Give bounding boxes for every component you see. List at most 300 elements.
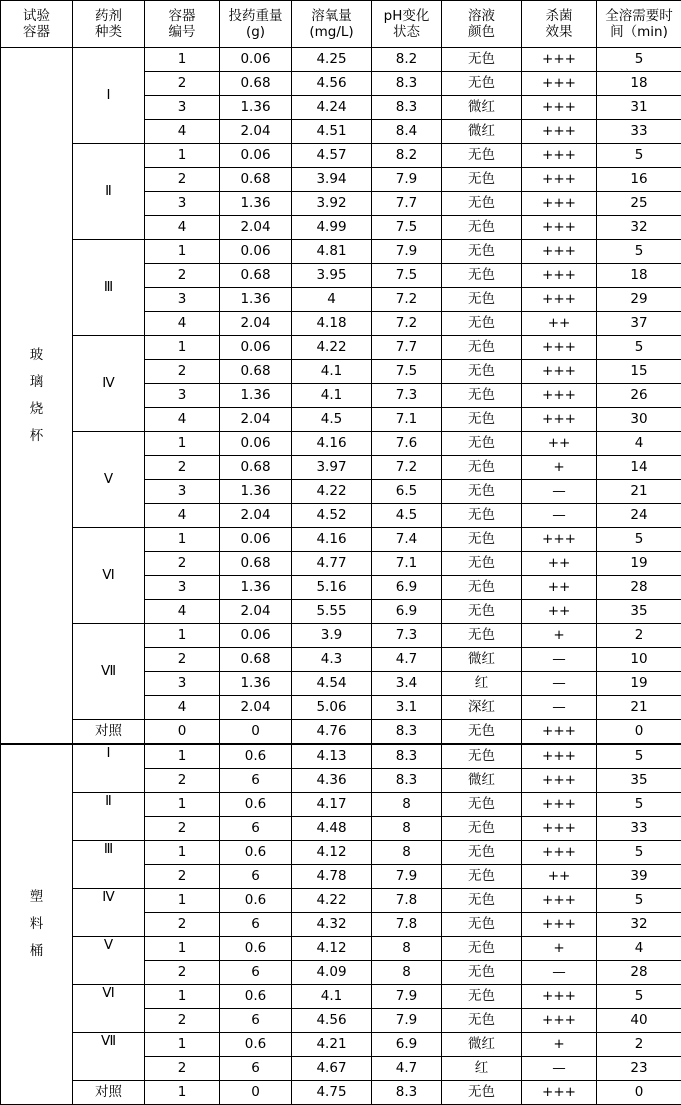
ph-cell: 7.8: [372, 913, 442, 937]
ph-cell: 7.9: [372, 240, 442, 264]
color-cell: 无色: [442, 720, 522, 745]
dissolve-time-cell: 5: [597, 985, 681, 1009]
header-full-dissolve-time: 全溶需要时 间（min): [597, 1, 681, 48]
container-no-cell: 1: [145, 841, 220, 865]
color-cell: 无色: [442, 528, 522, 552]
container-no-cell: 3: [145, 192, 220, 216]
color-cell: 红: [442, 672, 522, 696]
container-no-cell: 2: [145, 72, 220, 96]
container-no-cell: 2: [145, 817, 220, 841]
effect-cell: +++: [522, 72, 597, 96]
dissolved-oxygen-cell: 5.55: [292, 600, 372, 624]
dissolve-time-cell: 0: [597, 1081, 681, 1105]
dissolve-time-cell: 5: [597, 528, 681, 552]
color-cell: 微红: [442, 120, 522, 144]
ph-cell: 7.3: [372, 624, 442, 648]
color-cell: 无色: [442, 841, 522, 865]
ph-cell: 8.4: [372, 120, 442, 144]
color-cell: 无色: [442, 264, 522, 288]
table-row: [1, 1033, 681, 1057]
ph-cell: 8: [372, 841, 442, 865]
container-no-cell: 2: [145, 769, 220, 793]
color-cell: 无色: [442, 913, 522, 937]
effect-cell: ++: [522, 600, 597, 624]
effect-cell: +++: [522, 841, 597, 865]
ph-cell: 8: [372, 817, 442, 841]
ph-cell: 8: [372, 961, 442, 985]
dissolved-oxygen-cell: 4.76: [292, 720, 372, 745]
effect-cell: —: [522, 648, 597, 672]
agent-type-cell: Ⅰ: [73, 48, 145, 144]
ph-cell: 4.5: [372, 504, 442, 528]
dose-weight-cell: 0.6: [220, 889, 292, 913]
container-no-cell: 1: [145, 793, 220, 817]
table-row: [1, 1081, 681, 1105]
color-cell: 无色: [442, 312, 522, 336]
ph-cell: 4.7: [372, 1057, 442, 1081]
dose-weight-cell: 0.6: [220, 841, 292, 865]
header-container: 试验 容器: [1, 1, 73, 48]
dissolve-time-cell: 2: [597, 624, 681, 648]
ph-cell: 8.3: [372, 744, 442, 769]
agent-type-cell: Ⅵ: [73, 528, 145, 624]
color-cell: 无色: [442, 48, 522, 72]
dose-weight-cell: 0.6: [220, 985, 292, 1009]
effect-cell: —: [522, 480, 597, 504]
table-row: [1, 336, 681, 360]
table-row: [1, 937, 681, 961]
dissolve-time-cell: 14: [597, 456, 681, 480]
ph-cell: 8: [372, 937, 442, 961]
container-no-cell: 3: [145, 672, 220, 696]
color-cell: 无色: [442, 1081, 522, 1105]
container-no-cell: 4: [145, 312, 220, 336]
ph-cell: 7.8: [372, 889, 442, 913]
dose-weight-cell: 6: [220, 769, 292, 793]
agent-type-cell: Ⅱ: [73, 793, 145, 841]
agent-type-cell: Ⅰ: [73, 744, 145, 793]
container-no-cell: 2: [145, 913, 220, 937]
container-no-cell: 4: [145, 408, 220, 432]
container-no-cell: 4: [145, 600, 220, 624]
agent-type-cell: Ⅲ: [73, 841, 145, 889]
table-row: [1, 624, 681, 648]
dissolved-oxygen-cell: 5.06: [292, 696, 372, 720]
ph-cell: 7.5: [372, 216, 442, 240]
dissolved-oxygen-cell: 4: [292, 288, 372, 312]
dissolve-time-cell: 33: [597, 120, 681, 144]
effect-cell: —: [522, 1057, 597, 1081]
header-dissolved-oxygen: 溶氧量 (mg/L): [292, 1, 372, 48]
dissolve-time-cell: 19: [597, 552, 681, 576]
effect-cell: +++: [522, 120, 597, 144]
color-cell: 无色: [442, 817, 522, 841]
dose-weight-cell: 1.36: [220, 480, 292, 504]
color-cell: 无色: [442, 384, 522, 408]
dissolved-oxygen-cell: 4.22: [292, 889, 372, 913]
color-cell: 无色: [442, 985, 522, 1009]
container-no-cell: 2: [145, 865, 220, 889]
dose-weight-cell: 0.68: [220, 648, 292, 672]
container-no-cell: 1: [145, 432, 220, 456]
ph-cell: 7.5: [372, 360, 442, 384]
ph-cell: 8: [372, 793, 442, 817]
dose-weight-cell: 0.6: [220, 937, 292, 961]
dissolve-time-cell: 21: [597, 480, 681, 504]
effect-cell: +++: [522, 240, 597, 264]
table-header: [1, 1, 681, 48]
effect-cell: +++: [522, 360, 597, 384]
dose-weight-cell: 0.68: [220, 360, 292, 384]
color-cell: 无色: [442, 168, 522, 192]
dissolve-time-cell: 5: [597, 889, 681, 913]
agent-type-cell: Ⅳ: [73, 336, 145, 432]
dose-weight-cell: 0: [220, 1081, 292, 1105]
dissolve-time-cell: 5: [597, 144, 681, 168]
ph-cell: 7.6: [372, 432, 442, 456]
dose-weight-cell: 0.06: [220, 48, 292, 72]
dose-weight-cell: 2.04: [220, 216, 292, 240]
dissolve-time-cell: 15: [597, 360, 681, 384]
container-no-cell: 4: [145, 696, 220, 720]
dose-weight-cell: 6: [220, 913, 292, 937]
dissolved-oxygen-cell: 4.16: [292, 432, 372, 456]
dissolved-oxygen-cell: 4.3: [292, 648, 372, 672]
color-cell: 无色: [442, 240, 522, 264]
dissolve-time-cell: 0: [597, 720, 681, 745]
container-no-cell: 1: [145, 1033, 220, 1057]
dissolved-oxygen-cell: 4.36: [292, 769, 372, 793]
color-cell: 微红: [442, 96, 522, 120]
dissolve-time-cell: 32: [597, 216, 681, 240]
effect-cell: +++: [522, 913, 597, 937]
dissolved-oxygen-cell: 4.78: [292, 865, 372, 889]
effect-cell: +: [522, 1033, 597, 1057]
header-agent: 药剂 种类: [73, 1, 145, 48]
effect-cell: +++: [522, 168, 597, 192]
container-no-cell: 2: [145, 360, 220, 384]
dose-weight-cell: 6: [220, 961, 292, 985]
dose-weight-cell: 0.06: [220, 240, 292, 264]
dose-weight-cell: 2.04: [220, 408, 292, 432]
effect-cell: +++: [522, 528, 597, 552]
effect-cell: +++: [522, 793, 597, 817]
dose-weight-cell: 1.36: [220, 384, 292, 408]
color-cell: 无色: [442, 192, 522, 216]
dissolved-oxygen-cell: 4.67: [292, 1057, 372, 1081]
dose-weight-cell: 6: [220, 1057, 292, 1081]
dose-weight-cell: 0.6: [220, 793, 292, 817]
effect-cell: +++: [522, 720, 597, 745]
ph-cell: 7.9: [372, 865, 442, 889]
container-no-cell: 1: [145, 744, 220, 769]
color-cell: 无色: [442, 432, 522, 456]
table-row: [1, 720, 681, 745]
color-cell: 无色: [442, 793, 522, 817]
dissolved-oxygen-cell: 4.12: [292, 937, 372, 961]
container-type-cell: 玻 璃 烧 杯: [1, 48, 73, 745]
container-no-cell: 2: [145, 264, 220, 288]
ph-cell: 8.3: [372, 1081, 442, 1105]
dissolve-time-cell: 21: [597, 696, 681, 720]
dissolved-oxygen-cell: 4.32: [292, 913, 372, 937]
color-cell: 无色: [442, 408, 522, 432]
color-cell: 无色: [442, 72, 522, 96]
dose-weight-cell: 1.36: [220, 576, 292, 600]
effect-cell: +++: [522, 889, 597, 913]
dose-weight-cell: 0.68: [220, 72, 292, 96]
container-no-cell: 4: [145, 504, 220, 528]
ph-cell: 7.2: [372, 312, 442, 336]
ph-cell: 3.1: [372, 696, 442, 720]
color-cell: 无色: [442, 576, 522, 600]
dissolve-time-cell: 23: [597, 1057, 681, 1081]
dissolved-oxygen-cell: 4.13: [292, 744, 372, 769]
ph-cell: 6.5: [372, 480, 442, 504]
effect-cell: +++: [522, 985, 597, 1009]
ph-cell: 8.3: [372, 72, 442, 96]
dissolved-oxygen-cell: 4.16: [292, 528, 372, 552]
header-dose-weight: 投药重量 (g): [220, 1, 292, 48]
table-row: [1, 744, 681, 769]
container-no-cell: 4: [145, 120, 220, 144]
dissolved-oxygen-cell: 4.17: [292, 793, 372, 817]
dissolve-time-cell: 39: [597, 865, 681, 889]
dose-weight-cell: 2.04: [220, 600, 292, 624]
dissolved-oxygen-cell: 3.95: [292, 264, 372, 288]
container-no-cell: 2: [145, 456, 220, 480]
dissolve-time-cell: 19: [597, 672, 681, 696]
agent-type-cell: 对照: [73, 720, 145, 745]
dissolve-time-cell: 28: [597, 576, 681, 600]
dissolve-time-cell: 28: [597, 961, 681, 985]
effect-cell: +++: [522, 1081, 597, 1105]
ph-cell: 6.9: [372, 1033, 442, 1057]
dissolved-oxygen-cell: 4.25: [292, 48, 372, 72]
dissolve-time-cell: 29: [597, 288, 681, 312]
table-row: [1, 144, 681, 168]
color-cell: 无色: [442, 144, 522, 168]
ph-cell: 8.3: [372, 720, 442, 745]
dissolve-time-cell: 5: [597, 841, 681, 865]
table-row: [1, 793, 681, 817]
effect-cell: +++: [522, 769, 597, 793]
effect-cell: —: [522, 672, 597, 696]
ph-cell: 7.7: [372, 336, 442, 360]
ph-cell: 4.7: [372, 648, 442, 672]
container-no-cell: 0: [145, 720, 220, 745]
agent-type-cell: 对照: [73, 1081, 145, 1105]
dissolved-oxygen-cell: 4.56: [292, 1009, 372, 1033]
dissolved-oxygen-cell: 4.22: [292, 336, 372, 360]
ph-cell: 7.9: [372, 168, 442, 192]
ph-cell: 7.1: [372, 408, 442, 432]
container-no-cell: 1: [145, 48, 220, 72]
color-cell: 深红: [442, 696, 522, 720]
dissolve-time-cell: 5: [597, 336, 681, 360]
effect-cell: +: [522, 624, 597, 648]
color-cell: 微红: [442, 648, 522, 672]
container-no-cell: 4: [145, 216, 220, 240]
dissolved-oxygen-cell: 4.52: [292, 504, 372, 528]
agent-type-cell: Ⅶ: [73, 624, 145, 720]
dose-weight-cell: 6: [220, 817, 292, 841]
effect-cell: +: [522, 937, 597, 961]
ph-cell: 7.2: [372, 456, 442, 480]
agent-type-cell: Ⅱ: [73, 144, 145, 240]
effect-cell: —: [522, 961, 597, 985]
color-cell: 无色: [442, 552, 522, 576]
ph-cell: 7.4: [372, 528, 442, 552]
dissolve-time-cell: 25: [597, 192, 681, 216]
effect-cell: —: [522, 504, 597, 528]
ph-cell: 3.4: [372, 672, 442, 696]
agent-type-cell: Ⅳ: [73, 889, 145, 937]
ph-cell: 7.9: [372, 1009, 442, 1033]
color-cell: 无色: [442, 1009, 522, 1033]
header-sterilization-effect: 杀菌 效果: [522, 1, 597, 48]
table-row: [1, 432, 681, 456]
dissolved-oxygen-cell: 4.24: [292, 96, 372, 120]
dose-weight-cell: 0.06: [220, 144, 292, 168]
dissolved-oxygen-cell: 4.1: [292, 985, 372, 1009]
dose-weight-cell: 0.06: [220, 624, 292, 648]
color-cell: 无色: [442, 480, 522, 504]
effect-cell: ++: [522, 552, 597, 576]
ph-cell: 7.2: [372, 288, 442, 312]
dose-weight-cell: 6: [220, 1009, 292, 1033]
dose-weight-cell: 0.68: [220, 456, 292, 480]
container-no-cell: 3: [145, 288, 220, 312]
dissolved-oxygen-cell: 4.5: [292, 408, 372, 432]
header-container-no: 容器 编号: [145, 1, 220, 48]
ph-cell: 6.9: [372, 600, 442, 624]
ph-cell: 7.5: [372, 264, 442, 288]
dissolved-oxygen-cell: 4.12: [292, 841, 372, 865]
dose-weight-cell: 1.36: [220, 672, 292, 696]
container-no-cell: 2: [145, 648, 220, 672]
effect-cell: +++: [522, 817, 597, 841]
container-no-cell: 2: [145, 168, 220, 192]
color-cell: 无色: [442, 600, 522, 624]
color-cell: 无色: [442, 865, 522, 889]
effect-cell: +++: [522, 96, 597, 120]
dose-weight-cell: 0.06: [220, 432, 292, 456]
dose-weight-cell: 0.68: [220, 552, 292, 576]
color-cell: 无色: [442, 288, 522, 312]
dissolve-time-cell: 32: [597, 913, 681, 937]
dose-weight-cell: 2.04: [220, 120, 292, 144]
agent-type-cell: Ⅴ: [73, 937, 145, 985]
dissolve-time-cell: 37: [597, 312, 681, 336]
container-no-cell: 1: [145, 1081, 220, 1105]
dissolved-oxygen-cell: 4.54: [292, 672, 372, 696]
dose-weight-cell: 0.6: [220, 744, 292, 769]
effect-cell: +: [522, 456, 597, 480]
dissolved-oxygen-cell: 4.1: [292, 384, 372, 408]
table-row: [1, 889, 681, 913]
container-no-cell: 1: [145, 889, 220, 913]
dissolve-time-cell: 5: [597, 240, 681, 264]
dose-weight-cell: 2.04: [220, 504, 292, 528]
dissolved-oxygen-cell: 4.1: [292, 360, 372, 384]
container-no-cell: 2: [145, 1009, 220, 1033]
dissolve-time-cell: 30: [597, 408, 681, 432]
agent-type-cell: Ⅲ: [73, 240, 145, 336]
table-row: [1, 48, 681, 72]
dissolve-time-cell: 4: [597, 432, 681, 456]
dissolved-oxygen-cell: 3.94: [292, 168, 372, 192]
ph-cell: 7.1: [372, 552, 442, 576]
dose-weight-cell: 0: [220, 720, 292, 745]
dose-weight-cell: 1.36: [220, 96, 292, 120]
dissolved-oxygen-cell: 4.81: [292, 240, 372, 264]
agent-type-cell: Ⅶ: [73, 1033, 145, 1081]
color-cell: 无色: [442, 456, 522, 480]
dose-weight-cell: 0.68: [220, 264, 292, 288]
container-no-cell: 1: [145, 336, 220, 360]
effect-cell: ++: [522, 865, 597, 889]
container-no-cell: 1: [145, 240, 220, 264]
color-cell: 无色: [442, 889, 522, 913]
effect-cell: —: [522, 696, 597, 720]
effect-cell: +++: [522, 48, 597, 72]
dissolve-time-cell: 4: [597, 937, 681, 961]
dissolve-time-cell: 5: [597, 48, 681, 72]
effect-cell: +++: [522, 1009, 597, 1033]
effect-cell: +++: [522, 384, 597, 408]
ph-cell: 6.9: [372, 576, 442, 600]
dose-weight-cell: 1.36: [220, 192, 292, 216]
container-no-cell: 3: [145, 96, 220, 120]
dissolve-time-cell: 5: [597, 744, 681, 769]
dissolve-time-cell: 18: [597, 72, 681, 96]
ph-cell: 8.3: [372, 96, 442, 120]
table-row: [1, 240, 681, 264]
ph-cell: 7.9: [372, 985, 442, 1009]
color-cell: 微红: [442, 1033, 522, 1057]
dissolve-time-cell: 2: [597, 1033, 681, 1057]
table-row: [1, 528, 681, 552]
dose-weight-cell: 0.06: [220, 528, 292, 552]
dissolved-oxygen-cell: 4.56: [292, 72, 372, 96]
color-cell: 无色: [442, 937, 522, 961]
dissolve-time-cell: 18: [597, 264, 681, 288]
dissolved-oxygen-cell: 4.48: [292, 817, 372, 841]
dissolve-time-cell: 24: [597, 504, 681, 528]
dissolve-time-cell: 35: [597, 600, 681, 624]
container-no-cell: 2: [145, 552, 220, 576]
container-no-cell: 2: [145, 961, 220, 985]
ph-cell: 8.2: [372, 48, 442, 72]
table-row: [1, 841, 681, 865]
ph-cell: 8.3: [372, 769, 442, 793]
container-no-cell: 3: [145, 384, 220, 408]
table-row: [1, 985, 681, 1009]
dissolve-time-cell: 10: [597, 648, 681, 672]
ph-cell: 7.3: [372, 384, 442, 408]
header-solution-color: 溶液 颜色: [442, 1, 522, 48]
color-cell: 无色: [442, 336, 522, 360]
dissolved-oxygen-cell: 4.57: [292, 144, 372, 168]
color-cell: 无色: [442, 624, 522, 648]
effect-cell: ++: [522, 432, 597, 456]
dissolve-time-cell: 35: [597, 769, 681, 793]
color-cell: 无色: [442, 744, 522, 769]
dissolve-time-cell: 16: [597, 168, 681, 192]
color-cell: 无色: [442, 360, 522, 384]
dissolved-oxygen-cell: 3.9: [292, 624, 372, 648]
